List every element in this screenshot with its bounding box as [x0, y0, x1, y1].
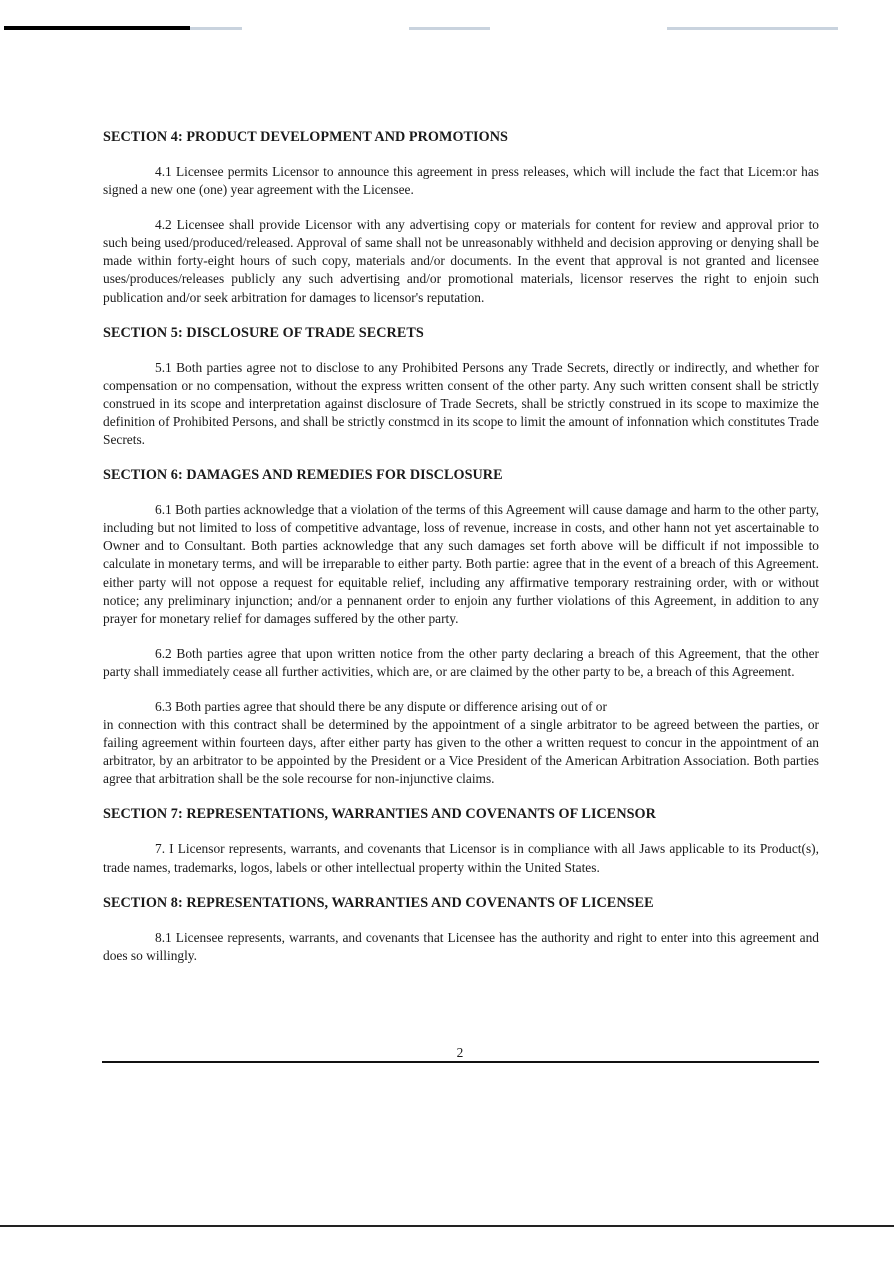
footer-rule	[102, 1061, 819, 1063]
document-body	[103, 128, 819, 982]
clause-6-2: 6.2 Both parties agree that upon written notice from the other party declaring a breach of this Agreement, that the other party shall immediately cease all further activities, which are, or are claimed by the other party to be, a breach of this Agreement.	[103, 645, 819, 679]
header-rule-faint-right	[667, 27, 838, 30]
clause-6-3-continuation: in connection with this contract shall be determined by the appointment of a single arbitrator to be agreed between the parties, or failing agreement within fourteen days, after either party has given to the other a written request to concur in the appointment of an arbitrator, by an arbitrator to be appointed by the President or a Vice President of the American Arbitration Association. Both parties agree that arbitration shall be the sole recourse for non-injunctive claims.	[103, 717, 819, 787]
section-4-heading: SECTION 4: PRODUCT DEVELOPMENT AND PROMOTIONS	[103, 129, 508, 145]
section-8-heading: SECTION 8: REPRESENTATIONS, WARRANTIES AND COVENANTS OF LICENSEE	[103, 894, 654, 911]
clause-6-3-first-line: 6.3 Both parties agree that should there be any dispute or difference arising out of or	[155, 698, 607, 714]
header-rule-dark	[4, 26, 190, 30]
section-7-heading: SECTION 7: REPRESENTATIONS, WARRANTIES AND COVENANTS OF LICENSOR	[103, 806, 656, 823]
clause-4-1: 4.1 Licensee permits Licensor to announce this agreement in press releases, which will include the fact that Licem:or has signed a new one (one) year agreement with the Licensee.	[103, 164, 819, 198]
page-number: 2	[456, 1045, 464, 1060]
clause-6-1: 6.1 Both parties acknowledge that a violation of the terms of this Agreement will cause damage and harm to the other party, including but not limited to loss of competitive advantage, loss of revenue, increase in costs, and other hann not yet ascertainable to Owner and to Consultant. Both parties acknowledge that any such damages set forth above will be difficult if not impossible to calculate in monetary terms, and will be irreparable to either party. Both partie: agree that in the event of a breach of this Agreement. either party will not oppose a request for equitable relief, including any affirmative temporary restraining order, with or without notice; any preliminary injunction; and/or a pennanent order to enjoin any further violations of this Agreement, in addition to any prayer for monetary relief for damages suffered by the other party.	[103, 502, 819, 626]
clause-8-1: 8.1 Licensee represents, warrants, and covenants that Licensee has the authority and right to enter into this agreement and does so willingly.	[103, 929, 819, 963]
header-rule-faint-left	[190, 27, 242, 30]
header-rule-faint-middle	[409, 27, 490, 30]
section-6-heading: SECTION 6: DAMAGES AND REMEDIES FOR DISCLOSURE	[103, 467, 503, 484]
clause-5-1: 5.1 Both parties agree not to disclose to any Prohibited Persons any Trade Secrets, directly or indirectly, and whether for compensation or no compensation, without the express written consent of the other party. Any such written consent shall be strictly construed in its scope and interpretation against disclosure of Trade Secrets, shall be strictly construed in its scope to maximize the definition of Prohibited Persons, and shall be strictly constmcd in its scope to limit the amount of infonnation which constitutes Trade Secrets.	[103, 359, 819, 448]
clause-4-2: 4.2 Licensee shall provide Licensor with any advertising copy or materials for content for review and approval prior to such being used/produced/released. Approval of same shall not be unreasonably withheld and decision approving or denying shall be made within forty-eight hours of such copy, materials and/or documents. In the event that approval is not granted and licensee uses/produces/releases publicly any such advertising and/or promotional materials, licensor reserves the right to enjoin such publication and/or seek arbitration for damages to licensor's reputation.	[103, 217, 819, 305]
clause-7-1: 7. I Licensor represents, warrants, and covenants that Licensor is in compliance with all Jaws applicable to its Product(s), trade names, trademarks, logos, labels or other intellectual property within the United States.	[103, 841, 819, 875]
page-bottom-rule	[0, 1225, 894, 1227]
section-5-heading: SECTION 5: DISCLOSURE OF TRADE SECRETS	[103, 324, 424, 341]
